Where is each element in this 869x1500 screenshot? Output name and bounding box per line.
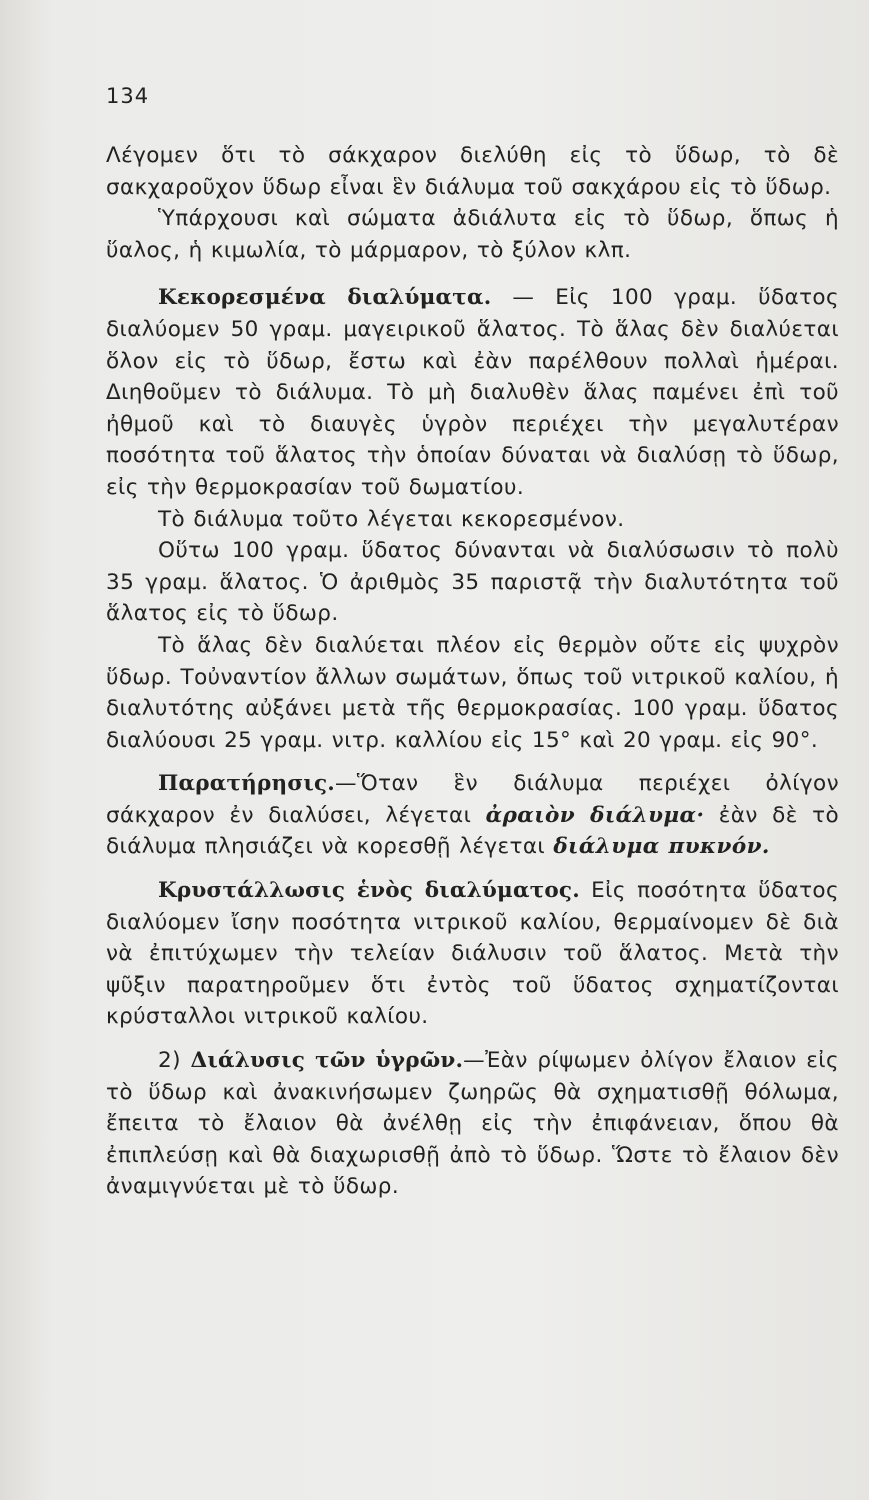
section-number: 2) xyxy=(158,1048,191,1074)
paragraph-text: Οὕτω 100 γραμ. ὕδατος δύνανται νὰ διαλύσωσιν τὸ πολὺ 35 γραμ. ἅλατος. Ὁ ἀριθμὸς 35 παριστᾷ τὴν διαλυτότητα τοῦ ἅλατος εἰς τὸ ὕδωρ. xyxy=(106,538,839,627)
paragraph xyxy=(106,1045,839,1203)
emphasis-term: ἀραιὸν διάλυμα· xyxy=(485,802,705,828)
paragraph xyxy=(106,282,839,503)
paragraph xyxy=(106,768,839,863)
paragraph-text: Τὸ διάλυμα τοῦτο λέγεται κεκορεσμένον. xyxy=(158,506,625,532)
paragraph xyxy=(106,504,839,536)
paragraph-text: — Εἰς 100 γραμ. ὕδατος διαλύομεν 50 γραμ. μαγειρικοῦ ἅλατος. Τὸ ἅλας δὲν διαλύεται ὅλον εἰς τὸ ὕδωρ, ἔστω καὶ ἐὰν παρέλθουν πολλαὶ ἡμέραι. Διηθοῦμεν τὸ διάλυμα. Τὸ μὴ διαλυθὲν ἅλας παμένει ἐπὶ τοῦ ἠθμοῦ καὶ τὸ διαυγὲς ὑγρὸν περιέχει τὴν μεγαλυτέραν ποσότητα τοῦ ἅλατος τὴν ὁποίαν δύναται νὰ διαλύσῃ τὸ ὕδωρ, εἰς τὴν θερμοκρασίαν τοῦ δωματίου. xyxy=(106,285,839,500)
paragraph-text: ἐὰν δὲ τὸ διάλυμα πλησιάζει νὰ κορεσθῇ λέγεται xyxy=(106,802,839,860)
paragraph xyxy=(106,875,839,1033)
page-number: 134 xyxy=(106,84,150,108)
paragraph-text: Εἰς ποσότητα ὕδατος διαλύομεν ἴσην ποσότητα νιτρικοῦ καλίου, θερμαίνομεν δὲ διὰ νὰ ἐπιτύχωμεν τὴν τελείαν διάλυσιν τοῦ ἅλατος. Μετὰ τὴν ψῦξιν παρατηροῦμεν ὅτι ἐντὸς τοῦ ὕδατος σχηματίζονται κρύσταλλοι νιτρικοῦ καλίου. xyxy=(106,878,840,1030)
section-heading: Παρατήρησις. xyxy=(158,771,335,797)
section-heading: Κεκορεσμένα διαλύματα. xyxy=(158,285,492,311)
paragraph-text: —Ἐὰν ρίψωμεν ὀλίγον ἔλαιον εἰς τὸ ὕδωρ καὶ ἀνακινήσωμεν ζωηρῶς θὰ σχηματισθῇ θόλωμα, ἔπειτα τὸ ἔλαιον θὰ ἀνέλθῃ εἰς τὴν ἐπιφάνειαν, ὅπου θὰ ἐπιπλεύσῃ καὶ θὰ διαχωρισθῇ ἀπὸ τὸ ὕδωρ. Ὥστε τὸ ἔλαιον δὲν ἀναμιγνύεται μὲ τὸ ὕδωρ. xyxy=(106,1048,839,1200)
paragraph xyxy=(106,203,839,266)
paragraph-text: Λέγομεν ὅτι τὸ σάκχαρον διελύθη εἰς τὸ ὕδωρ, τὸ δὲ σακχαροῦχον ὕδωρ εἶναι ἓν διάλυμα τοῦ σακχάρου εἰς τὸ ὕδωρ. xyxy=(106,143,839,200)
paragraph xyxy=(106,630,839,756)
section-heading: Διάλυσις τῶν ὑγρῶν. xyxy=(190,1048,464,1074)
paragraph-text: —Ὅταν ἓν διάλυμα περιέχει ὀλίγον σάκχαρον ἐν διαλύσει, λέγεται xyxy=(106,771,839,828)
paragraph xyxy=(106,140,839,203)
page-body xyxy=(106,140,839,1203)
paragraph-text: Ὑπάρχουσι καὶ σώματα ἀδιάλυτα εἰς τὸ ὕδωρ, ὅπως ἡ ὕαλος, ἡ κιμωλία, τὸ μάρμαρον, τὸ ξύλον κλπ. xyxy=(106,206,839,263)
paragraph-text: Τὸ ἅλας δὲν διαλύεται πλέον εἰς θερμὸν οὔτε εἰς ψυχρὸν ὕδωρ. Τοὐναντίον ἄλλων σωμάτων, ὅπως τοῦ νιτρικοῦ καλίου, ἡ διαλυτότης αὐξάνει μετὰ τῆς θερμοκρασίας. 100 γραμ. ὕδατος διαλύουσι 25 γραμ. νιτρ. καλλίου εἰς 15° καὶ 20 γραμ. εἰς 90°. xyxy=(106,632,839,753)
section-heading: Κρυστάλλωσις ἑνὸς διαλύματος. xyxy=(158,878,580,904)
emphasis-term: διάλυμα πυκνόν. xyxy=(553,834,770,860)
paragraph xyxy=(106,535,839,630)
